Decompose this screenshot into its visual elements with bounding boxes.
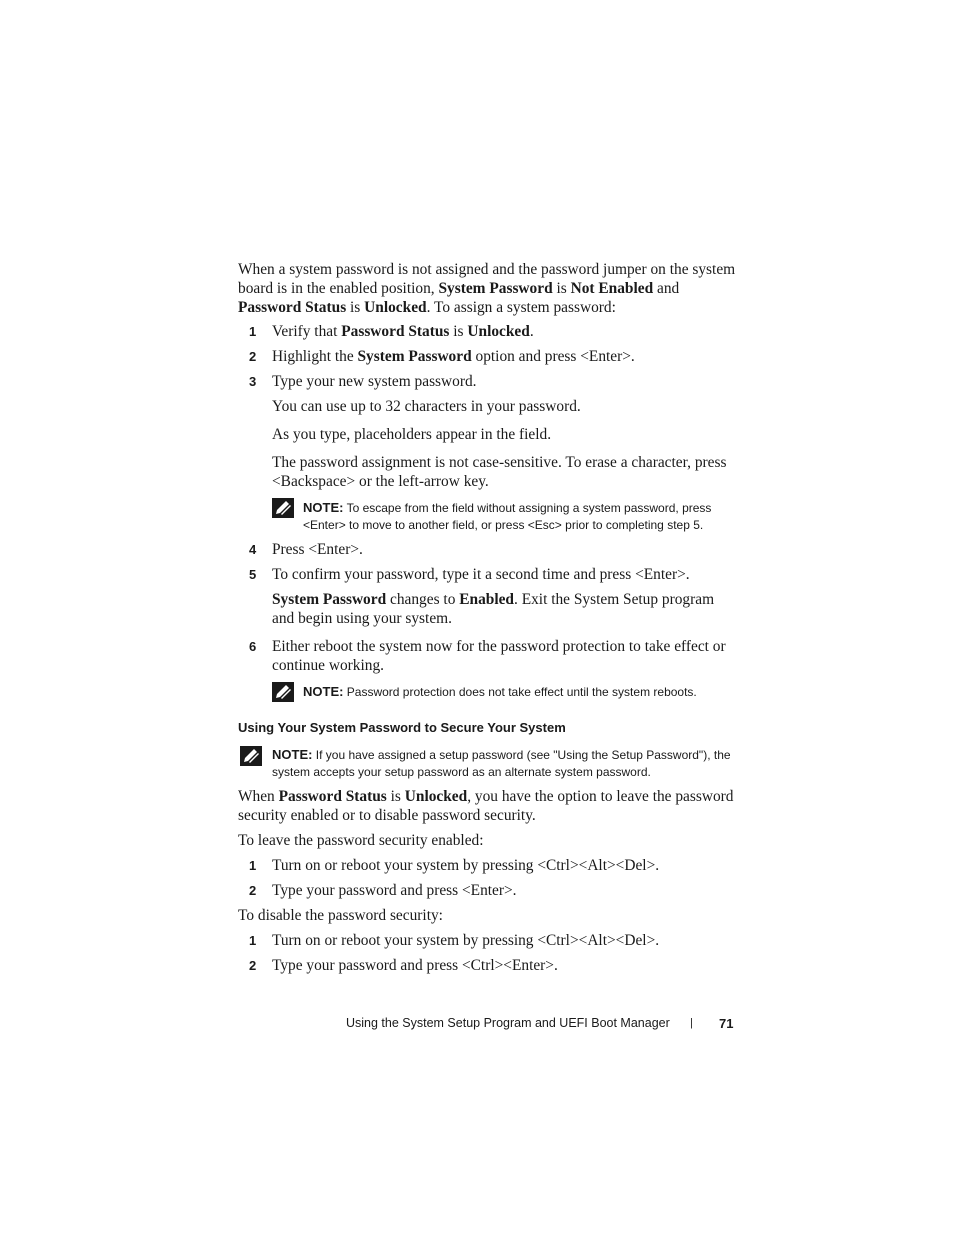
step-detail: System Password changes to Enabled. Exit the System Setup program and begin using your system.: [272, 591, 715, 627]
note-escape: NOTE: To escape from the field without assigning a system password, press <Enter> to move to another field, or press <Esc> prior to completing step 5.: [303, 500, 712, 532]
step-number: 4: [249, 542, 257, 557]
step-text: Turn on or reboot your system by pressing <Ctrl><Alt><Del>.: [272, 932, 660, 949]
step-text: Highlight the System Password option and press <Enter>.: [272, 348, 635, 365]
note-setup-password: NOTE: If you have assigned a setup password (see "Using the Setup Password"), the system accepts your setup password as an alternate system password.: [272, 747, 731, 779]
footer-title: Using the System Setup Program and UEFI Boot Manager: [346, 1016, 670, 1030]
step-number: 3: [249, 374, 257, 389]
page-number: 71: [719, 1016, 734, 1031]
leave-intro: To leave the password security enabled:: [238, 832, 484, 849]
step-text: Either reboot the system now for the password protection to take effect or continue working.: [272, 638, 726, 674]
note-pencil-icon: [240, 746, 262, 766]
step-text: Type your new system password.: [272, 373, 477, 390]
step-detail: As you type, placeholders appear in the field.: [272, 426, 552, 443]
step-text: Press <Enter>.: [272, 541, 363, 558]
step-text: To confirm your password, type it a second time and press <Enter>.: [272, 566, 690, 583]
step-detail: The password assignment is not case-sensitive. To erase a character, press <Backspace> or the left-arrow key.: [272, 454, 727, 490]
step-number: 1: [249, 933, 257, 948]
disable-intro: To disable the password security:: [238, 907, 443, 924]
step-number: 6: [249, 639, 257, 654]
footer-separator: |: [690, 1017, 693, 1029]
note-reboot: NOTE: Password protection does not take effect until the system reboots.: [303, 684, 697, 699]
step-number: 5: [249, 567, 257, 582]
intro-paragraph: When a system password is not assigned and the password jumper on the system board is in the enabled position, System Password is Not Enabled and Password Status is Unlocked. To assign a system password:: [238, 261, 736, 316]
step-text: Verify that Password Status is Unlocked.: [272, 323, 534, 340]
step-detail: You can use up to 32 characters in your password.: [272, 398, 581, 415]
section-heading: Using Your System Password to Secure Your System: [238, 720, 566, 735]
step-text: Turn on or reboot your system by pressing <Ctrl><Alt><Del>.: [272, 857, 660, 874]
step-text: Type your password and press <Ctrl><Enter>.: [272, 957, 558, 974]
step-number: 1: [249, 858, 257, 873]
step-number: 2: [249, 883, 257, 898]
when-paragraph: When Password Status is Unlocked, you have the option to leave the password security enabled or to disable password security.: [238, 788, 734, 824]
note-pencil-icon: [272, 682, 294, 702]
note-pencil-icon: [272, 498, 294, 518]
step-text: Type your password and press <Enter>.: [272, 882, 517, 899]
step-number: 2: [249, 958, 257, 973]
step-number: 1: [249, 324, 257, 339]
step-number: 2: [249, 349, 257, 364]
